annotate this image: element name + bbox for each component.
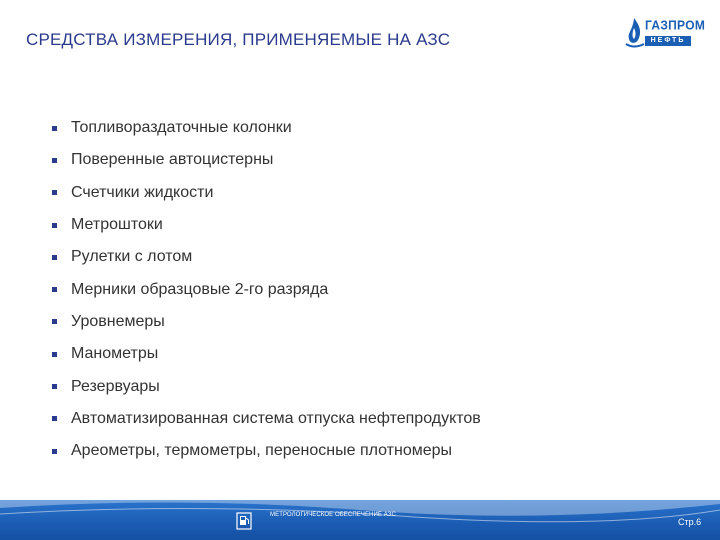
bullet-list (52, 112, 481, 467)
bullet-marker-icon (52, 126, 57, 131)
bullet-text: Ареометры, термометры, переносные плотномеры (71, 442, 453, 460)
page-number: Стр.6 (678, 517, 702, 527)
bullet-text: Метроштоки (71, 216, 163, 234)
bullet-text: Резервуары (71, 377, 160, 395)
bullet-text: Манометры (71, 345, 159, 363)
bullet-marker-icon (52, 190, 57, 195)
bullet-text: Рулетки с лотом (71, 248, 193, 266)
footer-wave-decoration (0, 500, 720, 540)
bullet-text: Автоматизированная система отпуска нефтепродуктов (71, 409, 481, 427)
bullet-text: Уровнемеры (71, 312, 165, 330)
footer-caption: МЕТРОЛОГИЧЕСКОЕ ОБЕСПЕЧЕНИЕ АЗС (270, 512, 396, 518)
bullet-marker-icon (52, 319, 57, 324)
bullet-marker-icon (52, 352, 57, 357)
bullet-marker-icon (52, 416, 57, 421)
bullet-marker-icon (52, 287, 57, 292)
bullet-item (52, 177, 481, 209)
bullet-item (52, 370, 481, 402)
bullet-marker-icon (52, 255, 57, 260)
bullet-item (52, 144, 481, 176)
bullet-item (52, 306, 481, 338)
slide-title: СРЕДСТВА ИЗМЕРЕНИЯ, ПРИМЕНЯЕМЫЕ НА АЗС (26, 30, 451, 49)
logo-wordmark: ГАЗПРОМ (645, 17, 706, 33)
bullet-text: Мерники образцовые 2-го разряда (71, 280, 329, 298)
bullet-marker-icon (52, 158, 57, 163)
bullet-marker-icon (52, 384, 57, 389)
footer-bar (0, 500, 720, 540)
bullet-item (52, 338, 481, 370)
fuel-pump-icon (236, 512, 252, 530)
bullet-item (52, 112, 481, 144)
bullet-text: Счетчики жидкости (71, 183, 214, 201)
bullet-marker-icon (52, 449, 57, 454)
bullet-text: Топливораздаточные колонки (71, 119, 292, 137)
bullet-item (52, 403, 481, 435)
bullet-text: Поверенные автоцистерны (71, 151, 274, 169)
bullet-item (52, 241, 481, 273)
bullet-marker-icon (52, 223, 57, 228)
logo-subtitle: НЕФТЬ (645, 36, 691, 46)
bullet-item (52, 273, 481, 305)
bullet-item (52, 435, 481, 467)
bullet-item (52, 209, 481, 241)
